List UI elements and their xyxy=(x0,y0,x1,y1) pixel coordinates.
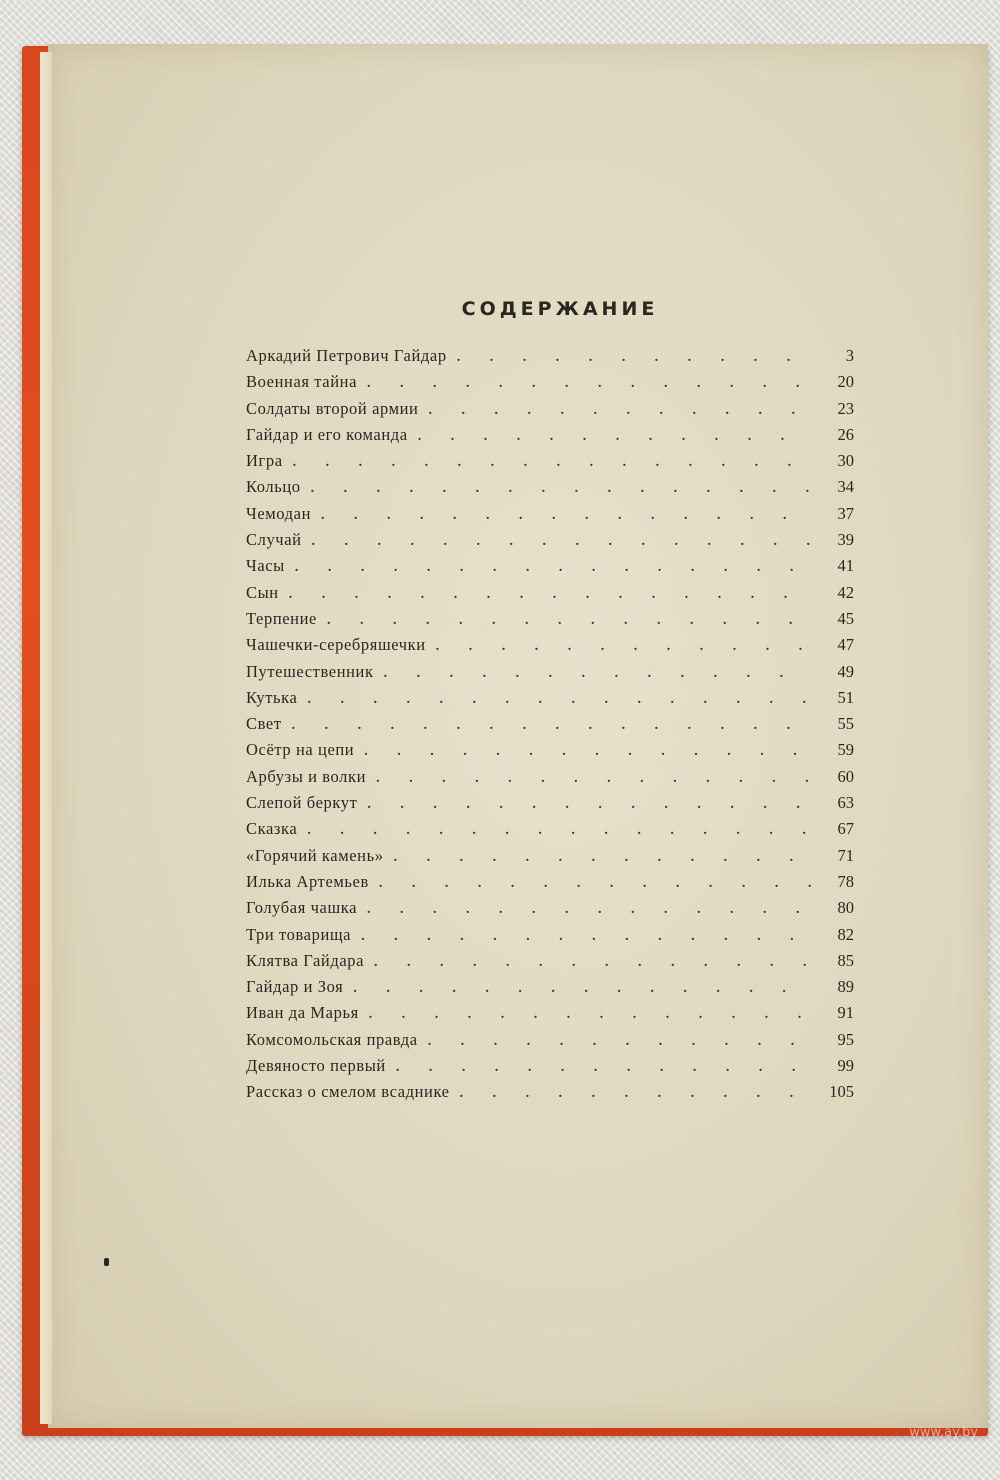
toc-entry-title: Гайдар и его команда xyxy=(246,424,408,444)
dot-leader xyxy=(429,403,813,419)
dot-leader xyxy=(289,587,812,603)
toc-entry-page: 89 xyxy=(837,977,854,997)
table-of-contents xyxy=(246,346,854,1109)
page-title: СОДЕРЖАНИЕ xyxy=(461,298,659,320)
toc-entry-title: Арбузы и волки xyxy=(246,766,367,786)
toc-entry-title: Илька Артемьев xyxy=(246,871,369,891)
dot-leader xyxy=(376,771,812,787)
toc-entry xyxy=(246,1030,854,1056)
dot-leader xyxy=(367,902,812,918)
dot-leader xyxy=(311,481,812,497)
toc-entry-page: 78 xyxy=(837,871,854,891)
dot-leader xyxy=(292,718,812,734)
dot-leader xyxy=(418,429,812,445)
toc-entry-title: Игра xyxy=(246,451,283,471)
toc-entry-page: 60 xyxy=(837,766,854,786)
toc-entry-title: Чашечки-серебряшечки xyxy=(246,635,426,655)
toc-entry-page: 55 xyxy=(837,714,854,734)
page-edge xyxy=(40,52,52,1424)
toc-entry xyxy=(246,951,854,977)
toc-entry-page: 23 xyxy=(837,398,854,418)
dot-leader xyxy=(293,455,812,471)
dot-leader xyxy=(394,850,812,866)
toc-entry xyxy=(246,504,854,530)
dot-leader xyxy=(361,929,812,945)
dot-leader xyxy=(353,981,812,997)
toc-entry xyxy=(246,688,854,714)
toc-entry-page: 85 xyxy=(837,950,854,970)
toc-entry xyxy=(246,977,854,1003)
toc-entry-page: 51 xyxy=(837,687,854,707)
watermark: www.ay.by xyxy=(909,1425,978,1440)
toc-entry-page: 63 xyxy=(837,793,854,813)
dot-leader xyxy=(312,534,812,550)
toc-entry xyxy=(246,372,854,398)
toc-entry xyxy=(246,793,854,819)
toc-entry xyxy=(246,346,854,372)
toc-entry xyxy=(246,767,854,793)
dot-leader xyxy=(428,1034,812,1050)
toc-entry-page: 3 xyxy=(845,346,854,365)
toc-entry-title: «Горячий камень» xyxy=(246,845,384,865)
toc-entry-title: Военная тайна xyxy=(246,372,357,392)
dot-leader xyxy=(295,560,812,576)
toc-entry-page: 37 xyxy=(837,503,854,523)
toc-entry-page: 41 xyxy=(837,556,854,576)
toc-entry-page: 99 xyxy=(837,1056,854,1076)
toc-entry-title: Осётр на цепи xyxy=(246,740,355,760)
dot-leader xyxy=(367,376,812,392)
toc-entry xyxy=(246,609,854,635)
toc-entry-page: 26 xyxy=(837,424,854,444)
toc-entry-title: Часы xyxy=(246,556,285,576)
toc-entry-title: Чемодан xyxy=(246,503,312,523)
dot-leader xyxy=(379,876,812,892)
toc-entry-title: Кольцо xyxy=(246,477,301,497)
toc-entry-title: Кутька xyxy=(246,687,298,707)
toc-entry xyxy=(246,1056,854,1082)
dot-leader xyxy=(307,823,812,839)
toc-entry-title: Три товарища xyxy=(246,924,352,944)
toc-entry xyxy=(246,925,854,951)
toc-entry xyxy=(246,1082,854,1108)
toc-entry-page: 95 xyxy=(837,1029,854,1049)
toc-entry-title: Комсомольская правда xyxy=(246,1029,418,1049)
toc-entry xyxy=(246,451,854,477)
dot-leader xyxy=(436,639,812,655)
dot-leader xyxy=(369,1007,812,1023)
toc-entry xyxy=(246,819,854,845)
toc-entry-page: 20 xyxy=(837,372,854,392)
toc-entry-page: 105 xyxy=(829,1082,854,1102)
toc-entry-title: Солдаты второй армии xyxy=(246,398,419,418)
toc-entry-title: Иван да Марья xyxy=(246,1003,359,1023)
toc-entry-page: 71 xyxy=(837,845,854,865)
toc-entry-title: Девяносто первый xyxy=(246,1056,386,1076)
toc-entry-title: Аркадий Петрович Гайдар xyxy=(246,346,447,365)
toc-entry-title: Гайдар и Зоя xyxy=(246,977,344,997)
dot-leader xyxy=(457,350,812,366)
toc-entry xyxy=(246,635,854,661)
dot-leader xyxy=(307,692,812,708)
toc-entry xyxy=(246,583,854,609)
toc-entry xyxy=(246,556,854,582)
dot-leader xyxy=(327,613,812,629)
toc-entry-title: Путешественник xyxy=(246,661,374,681)
dot-leader xyxy=(384,666,812,682)
toc-entry-title: Терпение xyxy=(246,608,317,628)
dot-leader xyxy=(460,1086,812,1102)
toc-entry-title: Сын xyxy=(246,582,279,602)
toc-entry-page: 30 xyxy=(837,451,854,471)
toc-entry-page: 82 xyxy=(837,924,854,944)
toc-entry-page: 39 xyxy=(837,530,854,550)
dot-leader xyxy=(321,508,812,524)
toc-entry-page: 67 xyxy=(837,819,854,839)
toc-entry-title: Сказка xyxy=(246,819,298,839)
toc-entry xyxy=(246,477,854,503)
toc-entry xyxy=(246,872,854,898)
toc-entry-title: Клятва Гайдара xyxy=(246,950,365,970)
toc-entry xyxy=(246,740,854,766)
dot-leader xyxy=(367,797,812,813)
toc-entry xyxy=(246,399,854,425)
toc-entry xyxy=(246,425,854,451)
toc-entry-page: 80 xyxy=(837,898,854,918)
toc-entry-title: Случай xyxy=(246,530,302,550)
toc-entry-title: Рассказ о смелом всаднике xyxy=(246,1082,450,1102)
toc-entry-page: 59 xyxy=(837,740,854,760)
toc-entry-page: 91 xyxy=(837,1003,854,1023)
toc-entry xyxy=(246,898,854,924)
toc-entry-page: 42 xyxy=(837,582,854,602)
toc-entry-page: 47 xyxy=(837,635,854,655)
ink-mark xyxy=(104,1258,109,1266)
toc-entry-title: Свет xyxy=(246,714,282,734)
toc-entry-title: Голубая чашка xyxy=(246,898,358,918)
toc-entry xyxy=(246,662,854,688)
toc-entry xyxy=(246,1003,854,1029)
toc-entry xyxy=(246,714,854,740)
dot-leader xyxy=(374,955,812,971)
dot-leader xyxy=(396,1060,812,1076)
toc-entry xyxy=(246,846,854,872)
dot-leader xyxy=(364,744,812,760)
toc-entry-page: 34 xyxy=(837,477,854,497)
toc-entry xyxy=(246,530,854,556)
toc-entry-page: 49 xyxy=(837,661,854,681)
toc-entry-page: 45 xyxy=(837,608,854,628)
toc-entry-title: Слепой беркут xyxy=(246,793,358,813)
